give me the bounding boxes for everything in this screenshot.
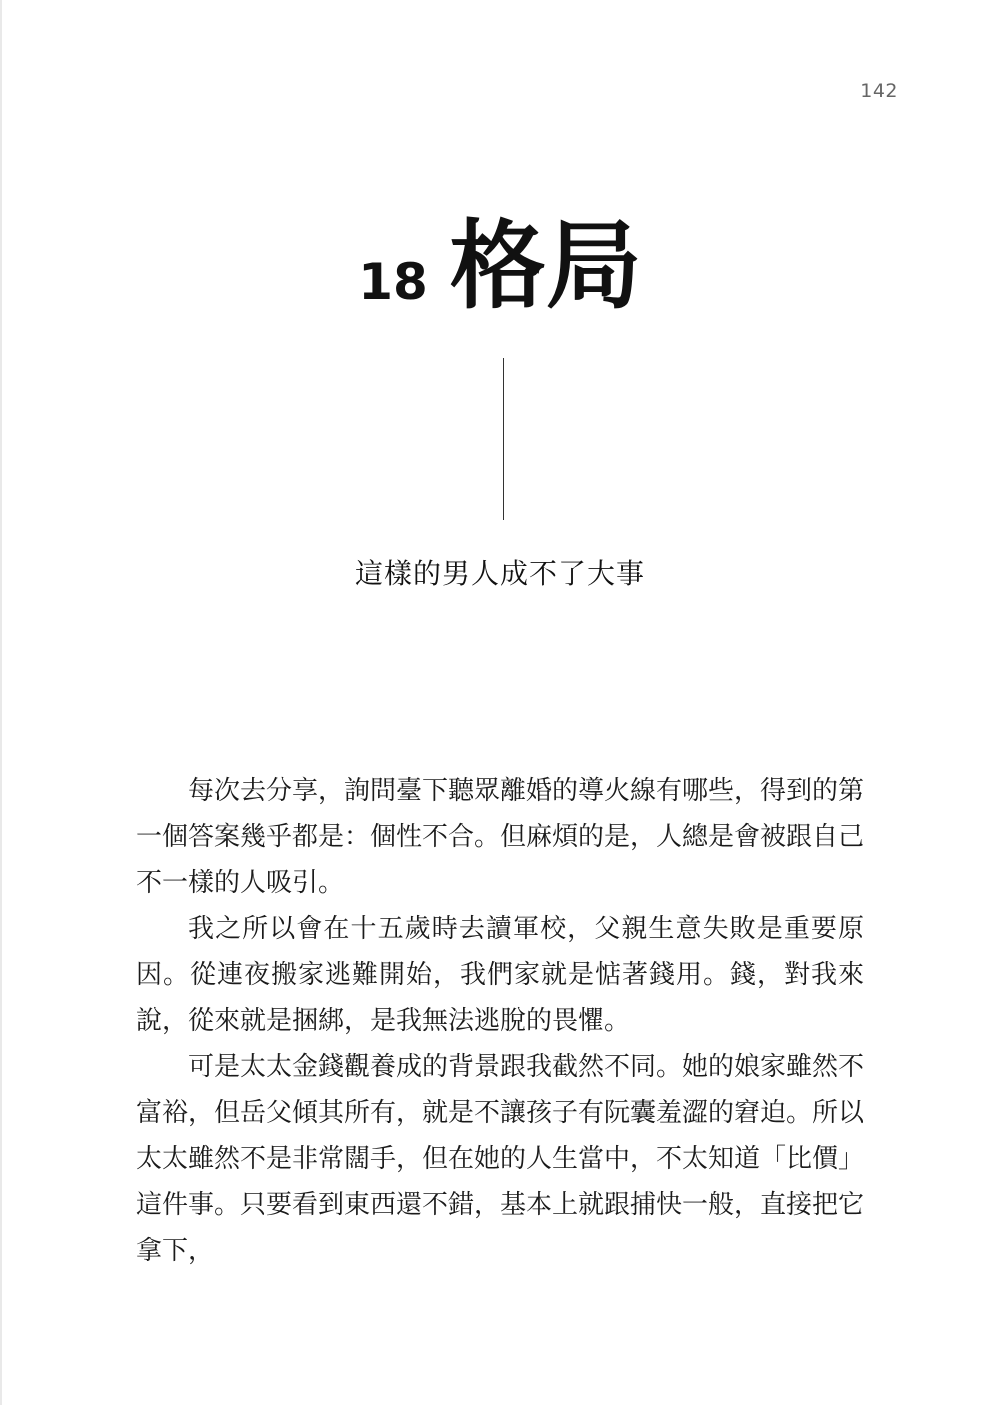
chapter-title: 格局 [449, 209, 642, 322]
paragraph-1: 每次去分享，詢問臺下聽眾離婚的導火線有哪些，得到的第一個答案幾乎都是：個性不合。但麻煩的是，人總是會被跟自己不一樣的人吸引。 [136, 776, 865, 898]
vertical-divider [503, 358, 504, 520]
chapter-number: 18 [358, 253, 428, 311]
page-edge [0, 0, 2, 1405]
chapter-heading [0, 209, 1000, 322]
paragraph-3: 可是太太金錢觀養成的背景跟我截然不同。她的娘家雖然不富裕，但岳父傾其所有，就是不讓孩子有阮囊羞澀的窘迫。所以太太雖然不是非常闊手，但在她的人生當中，不太知道「比價」這件事。只要看到東西還不錯，基本上就跟捕快一般，直接把它拿下， [136, 1052, 865, 1266]
body-text [136, 768, 864, 1274]
page-number: 142 [860, 80, 898, 102]
paragraph-2: 我之所以會在十五歲時去讀軍校，父親生意失敗是重要原因。從連夜搬家逃難開始，我們家就是惦著錢用。錢，對我來說，從來就是捆綁，是我無法逃脫的畏懼。 [136, 914, 864, 1036]
chapter-subtitle: 這樣的男人成不了大事 [354, 557, 645, 590]
